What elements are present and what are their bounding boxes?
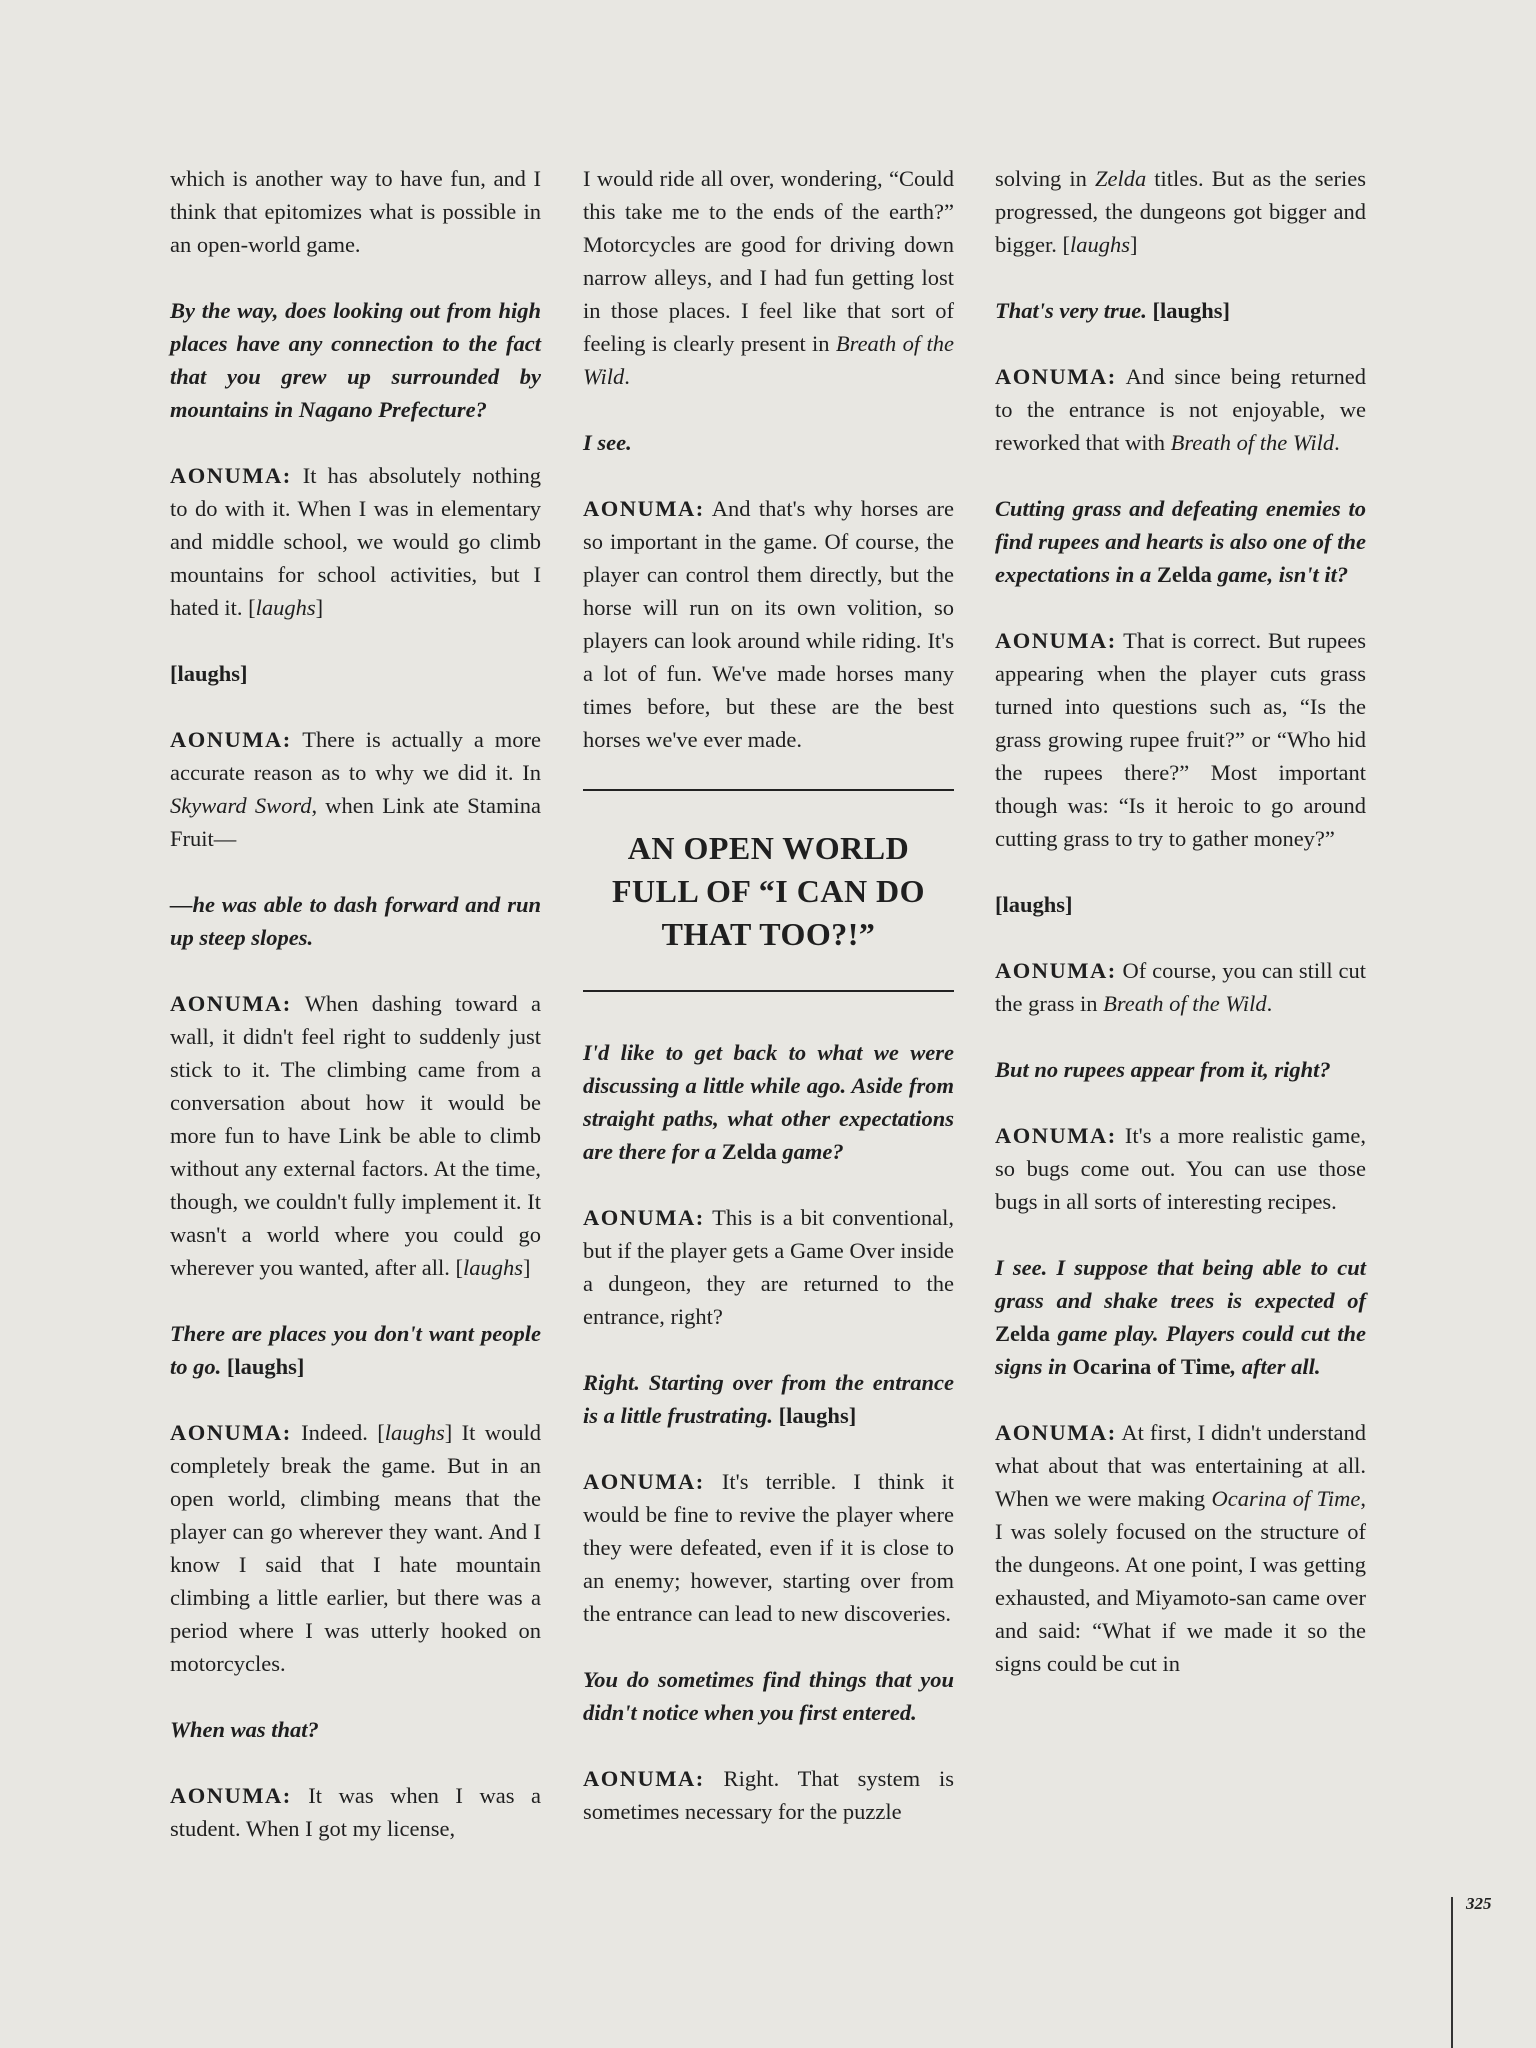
answer-paragraph: AONUMA: That is correct. But rupees appearing when the player cuts grass turned into questions such as, “Is the grass growing rupee fruit?” or “Who hid the rupees there?” Most important though was: “Is it heroic to go around cutting grass to try to gather money?”: [995, 628, 1366, 851]
interviewer-question: There are places you don't want people to go. [laughs]: [170, 1321, 541, 1379]
answer-paragraph: AONUMA: It has absolutely nothing to do with it. When I was in elementary and middle school, we would go climb mountains for school activities, but I hated it. [laughs]: [170, 463, 541, 620]
speaker-label: AONUMA:: [995, 958, 1117, 983]
speaker-label: AONUMA:: [170, 991, 292, 1016]
speaker-label: AONUMA:: [583, 1766, 705, 1791]
speaker-label: AONUMA:: [170, 1783, 292, 1808]
speaker-label: AONUMA:: [995, 628, 1117, 653]
body-paragraph: solving in Zelda titles. But as the series progressed, the dungeons got bigger and bigger. [laughs]: [995, 166, 1367, 257]
answer-paragraph: AONUMA: When dashing toward a wall, it didn't feel right to suddenly just stick to it. The climbing came from a conversation about how it would be more fun to have Link be able to climb without any external factors. At the time, though, we couldn't fully implement it. It wasn't a world where you could go wherever you wanted, after all. [laughs]: [170, 991, 541, 1280]
speaker-label: AONUMA:: [995, 1420, 1117, 1445]
interviewer-question: Cutting grass and defeating enemies to find rupees and hearts is also one of the expectations in a Zelda game, isn't it?: [995, 496, 1366, 587]
answer-paragraph: AONUMA: Right. That system is sometimes necessary for the puzzle: [583, 1766, 954, 1824]
interviewer-question: —he was able to dash forward and run up steep slopes.: [170, 892, 541, 950]
interviewer-question: I see. I suppose that being able to cut grass and shake trees is expected of Zelda game play. Players could cut the signs in Ocarina of Time, after all.: [995, 1255, 1366, 1379]
answer-paragraph: AONUMA: Of course, you can still cut the grass in Breath of the Wild.: [995, 958, 1366, 1016]
interviewer-question: [laughs]: [170, 661, 248, 686]
interviewer-question: That's very true. [laughs]: [995, 298, 1231, 323]
section-heading: AN OPEN WORLD FULL OF “I CAN DO THAT TOO?!”: [583, 789, 954, 992]
answer-paragraph: AONUMA: It's terrible. I think it would be fine to revive the player where they were defeated, even if it is close to an enemy; however, starting over from the entrance can lead to new discoveries.: [583, 1469, 954, 1626]
answer-paragraph: AONUMA: And that's why horses are so important in the game. Of course, the player can control them directly, but the horse will run on its own volition, so players can look around while riding. It's a lot of fun. We've made horses many times before, but these are the best horses we've ever made.: [583, 496, 954, 752]
speaker-label: AONUMA:: [170, 1420, 292, 1445]
speaker-label: AONUMA:: [995, 1123, 1117, 1148]
body-paragraph: which is another way to have fun, and I think that epitomizes what is possible in an open-world game.: [170, 166, 541, 257]
folio-divider: [1451, 1897, 1453, 2048]
answer-paragraph: AONUMA: It's a more realistic game, so bugs come out. You can use those bugs in all sorts of interesting recipes.: [995, 1123, 1366, 1214]
interviewer-question: By the way, does looking out from high places have any connection to the fact that you grew up surrounded by mountains in Nagano Prefecture?: [170, 298, 541, 422]
body-paragraph: I would ride all over, wondering, “Could this take me to the ends of the earth?” Motorcycles are good for driving down narrow alleys, and I had fun getting lost in those places. I feel like that sort of feeling is clearly present in Breath of the Wild.: [583, 166, 954, 389]
answer-paragraph: AONUMA: And since being returned to the entrance is not enjoyable, we reworked that with Breath of the Wild.: [995, 364, 1366, 455]
answer-paragraph: AONUMA: This is a bit conventional, but if the player gets a Game Over inside a dungeon, they are returned to the entrance, right?: [583, 1205, 954, 1329]
speaker-label: AONUMA:: [170, 727, 292, 752]
page-number: 325: [1466, 1894, 1492, 1913]
speaker-label: AONUMA:: [583, 1205, 705, 1230]
answer-paragraph: AONUMA: Indeed. [laughs] It would completely break the game. But in an open world, climbing means that the player can go wherever they want. And I know I said that I hate mountain climbing a little earlier, but there was a period where I was utterly hooked on motorcycles.: [170, 1420, 541, 1676]
interviewer-question: You do sometimes find things that you didn't notice when you first entered.: [583, 1667, 954, 1725]
interviewer-question: Right. Starting over from the entrance is a little frustrating. [laughs]: [583, 1370, 954, 1428]
column-2: [583, 162, 954, 1861]
interviewer-question: When was that?: [170, 1717, 319, 1742]
column-1: [170, 162, 541, 1878]
column-3: [995, 162, 1366, 1713]
interviewer-question: I'd like to get back to what we were discussing a little while ago. Aside from straight paths, what other expectations are there for a Zelda game?: [583, 1040, 954, 1164]
speaker-label: AONUMA:: [583, 1469, 705, 1494]
speaker-label: AONUMA:: [170, 463, 292, 488]
answer-paragraph: AONUMA: It was when I was a student. When I got my license,: [170, 1783, 541, 1841]
answer-paragraph: AONUMA: There is actually a more accurate reason as to why we did it. In Skyward Sword, when Link ate Stamina Fruit—: [170, 727, 541, 851]
interviewer-question: [laughs]: [995, 892, 1073, 917]
speaker-label: AONUMA:: [583, 496, 705, 521]
interviewer-question: I see.: [583, 430, 632, 455]
speaker-label: AONUMA:: [995, 364, 1117, 389]
answer-paragraph: AONUMA: At first, I didn't understand what about that was entertaining at all. When we were making Ocarina of Time, I was solely focused on the structure of the dungeons. At one point, I was getting exhausted, and Miyamoto-san came over and said: “What if we made it so the signs could be cut in: [995, 1420, 1366, 1676]
interviewer-question: But no rupees appear from it, right?: [995, 1057, 1331, 1082]
